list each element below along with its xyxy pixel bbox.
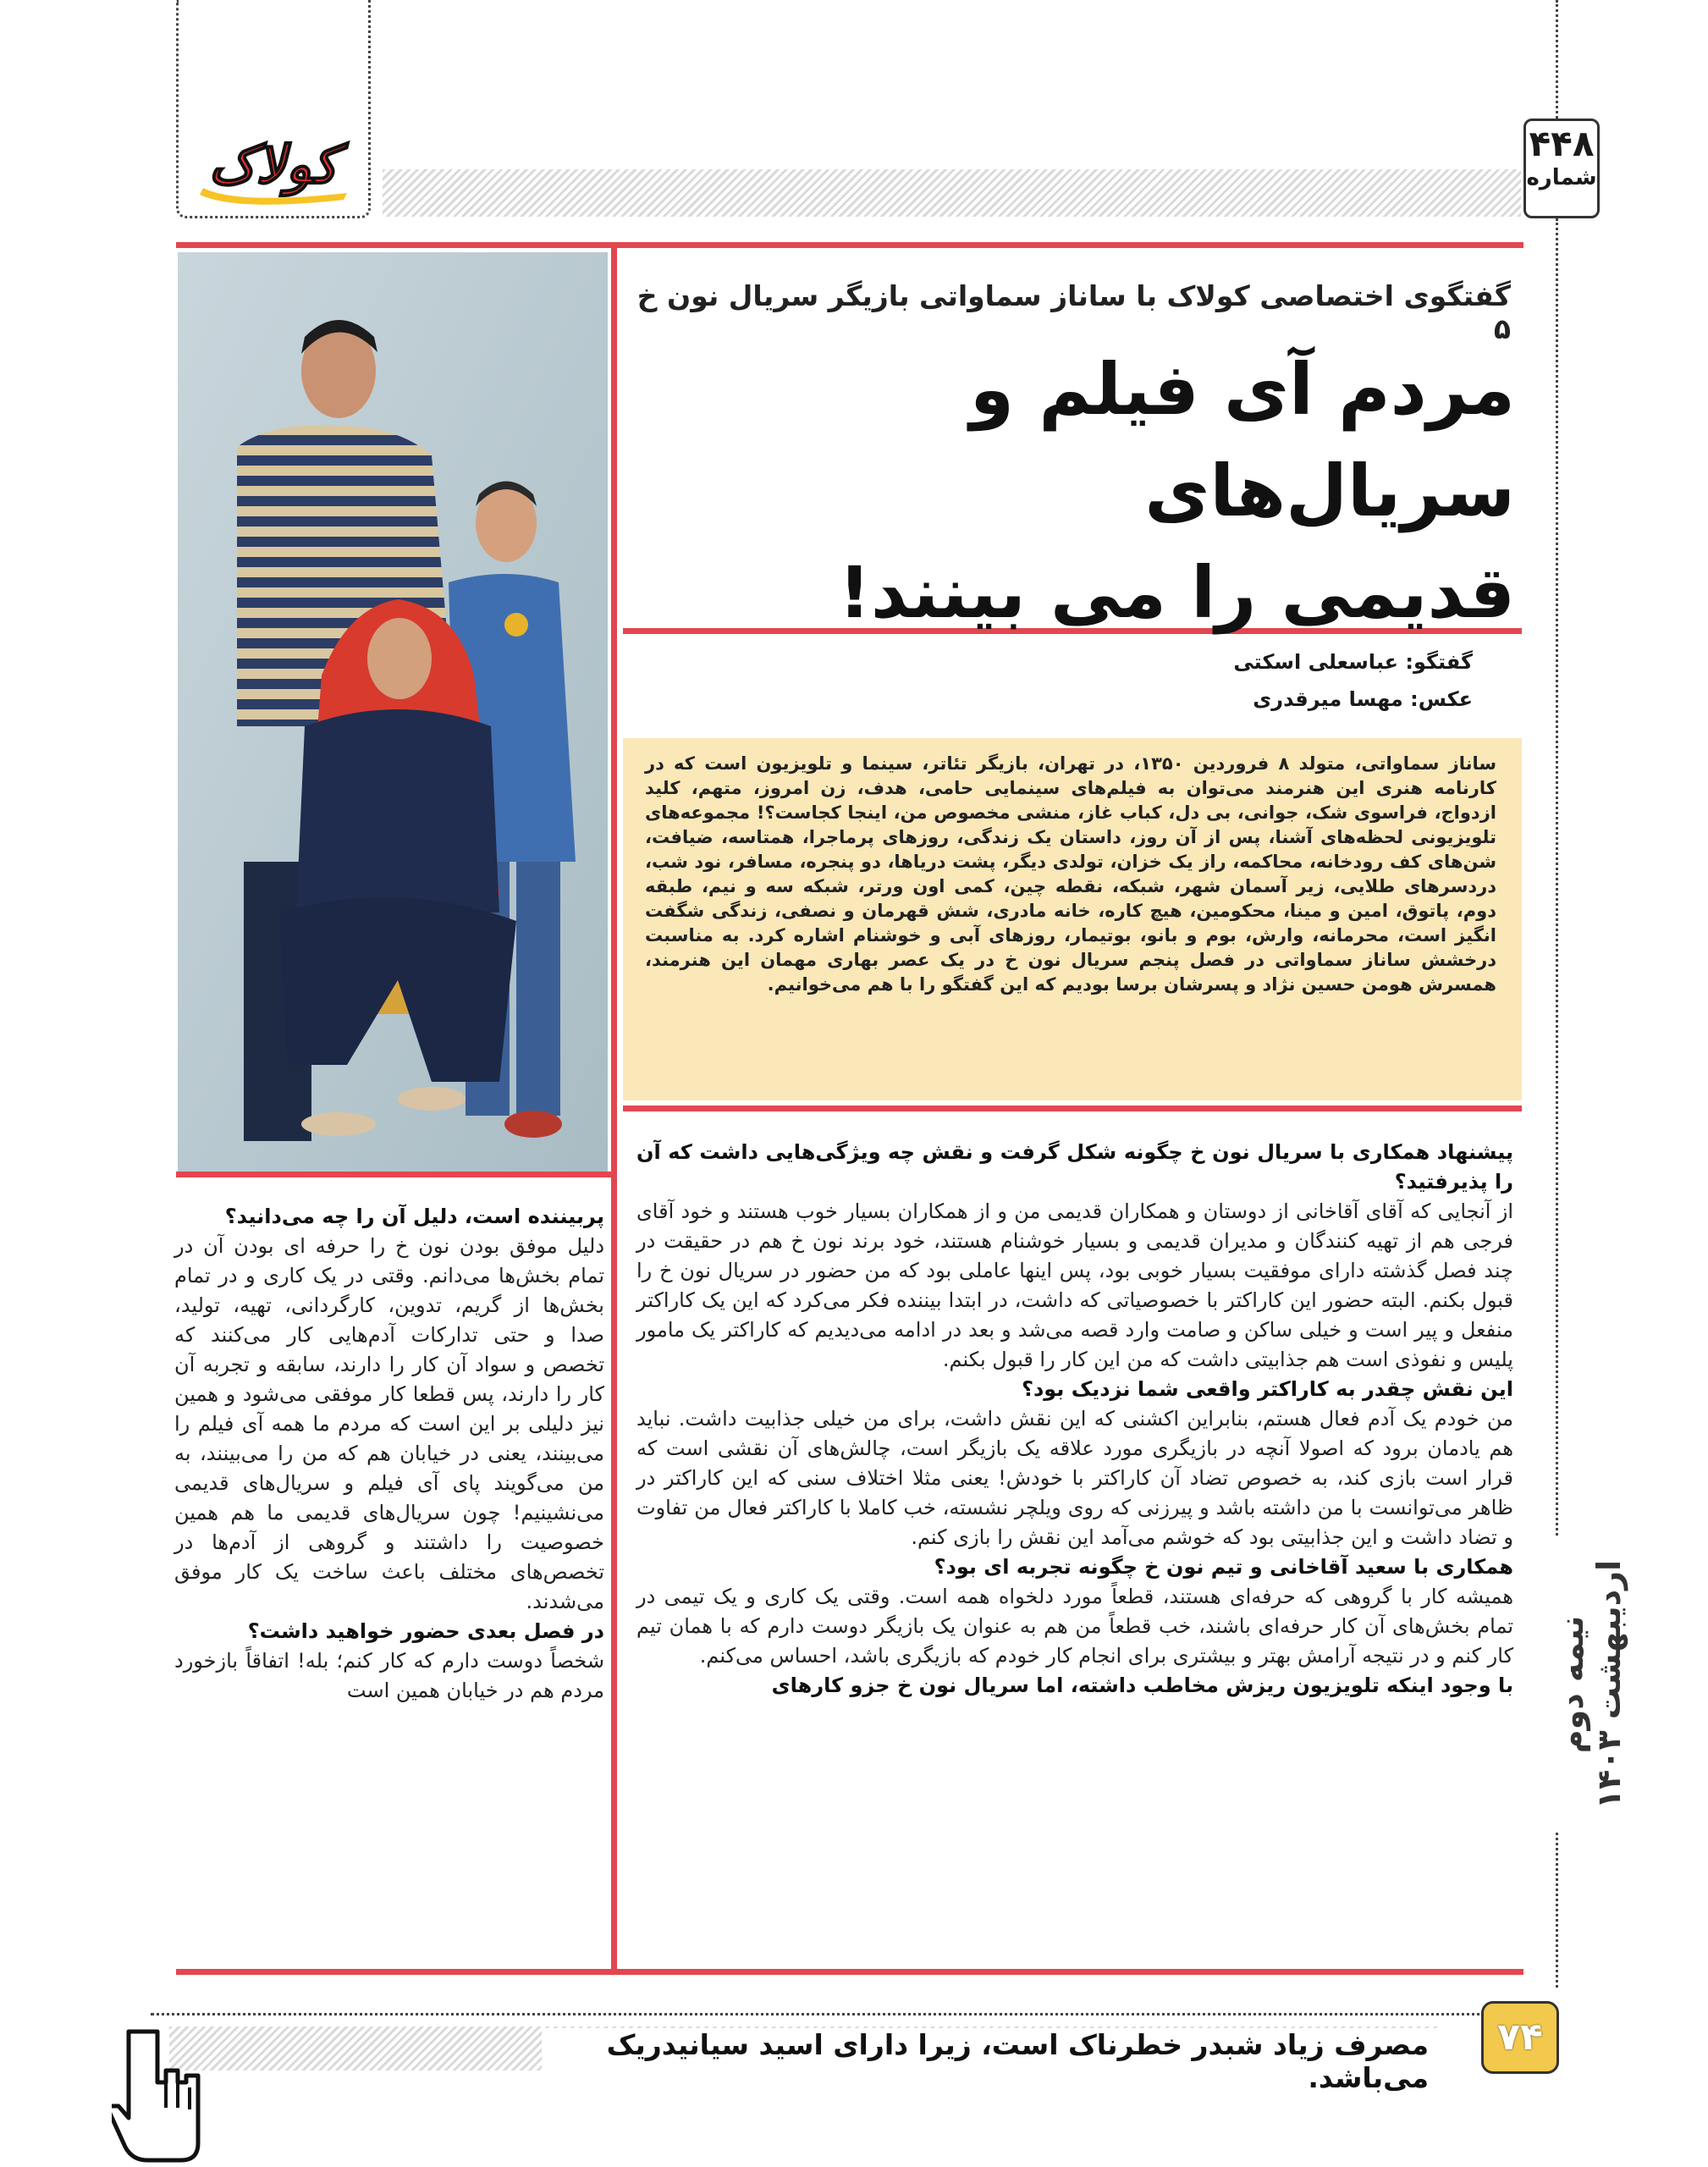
- right-column: [636, 1138, 1513, 1701]
- issue-badge: [1523, 119, 1600, 218]
- question: در فصل بعدی حضور خواهید داشت؟: [247, 1619, 604, 1643]
- photographer-credit: عکس: مهسا میرقدری: [1253, 687, 1473, 711]
- article-intro: ساناز سماواتی، متولد ۸ فروردین ۱۳۵۰، در تهران، بازیگر تئاتر، سینما و تلویزیون است که در کارنامه هنری این هنرمند می‌توان به فیلم‌های سینمایی حامی، هدف، زن امروز، متهم، کلید ازدواج، فراسوی شک، جوانی، بی دل، کباب غاز، منشی مخصوص من، اینجا کجاست؟! مجموعه‌های تلویزیونی لحظه‌های آشنا، پس از آن روز، داستان یک زندگی، روزهای پرماجرا، همتاسه، ضیافت، شن‌های کف رودخانه، محاکمه، راز یک خزان، تولدی دیگر، پشت دریاها، دو پنجره، مسافر، نود شب، دردسرهای طلایی، زیر آسمان شهر، شبکه، نقطه چین، کمی اون ورتر، شبکه سه و نیم، طبقه دوم، پاتوق، امین و مینا، محکومین، هیچ کاره، خانه مادری، شش قهرمان و نصفی، زندگی شگفت انگیز است، محرمانه، وارش، بوم و بانو، بوتیمار، روزهای آبی و خوشنام اشاره کرد. به مناسبت درخشش ساناز سماواتی در فصل پنجم سریال نون خ در یک عصر بهاری مهمان این هنرمند، همسرش هومن حسین نژاد و پسرشان برسا بودیم که این گفتگو را با هم می‌خوانیم.: [623, 738, 1522, 1100]
- question: این نقش چقدر به کاراکتر واقعی شما نزدیک بود؟: [1022, 1377, 1513, 1401]
- header-hatch-bar: [383, 169, 1521, 217]
- answer: همیشه کار با گروهی که حرفه‌ای هستند، قطعاً مورد دلخواه همه است. وقتی یک کاری و یک تیمی در تمام بخش‌های آن کار حرفه‌ای باشند، خب قطعاً من هم به عنوان یک بازیگر دوست دارم که با همان تیم کار کنم و در نتیجه آرامش بهتر و بیشتری برای انجام کار خودم که بازیگری باشد، احساس می‌کنم.: [636, 1585, 1513, 1668]
- issue-number: ۴۴۸: [1529, 123, 1595, 164]
- intro-bottom-line: [623, 1106, 1522, 1111]
- article-credits: [618, 643, 1473, 718]
- headline-line-2: قدیمی را می بینند!: [838, 551, 1515, 634]
- question: پربیننده است، دلیل آن را چه می‌دانید؟: [224, 1205, 604, 1228]
- photo-bottom-line: [176, 1172, 611, 1177]
- issue-label: شماره: [1526, 165, 1597, 190]
- interviewer-credit: گفتگو: عباسعلی اسکتی: [1233, 650, 1473, 674]
- hand-cursor-icon: [112, 2023, 205, 2167]
- headline-line-1: مردم آی فیلم و سریال‌های: [969, 348, 1515, 532]
- logo-text: کولاک: [208, 134, 339, 196]
- question: با وجود اینکه تلویزیون ریزش مخاطب داشته، اما سریال نون خ جزو کارهای: [771, 1673, 1513, 1697]
- header-divider: [1556, 0, 1558, 119]
- article-headline: [618, 339, 1515, 643]
- frame-bottom-line: [176, 1969, 1523, 1975]
- page-number: ۷۴: [1481, 2001, 1559, 2074]
- answer: از آنجایی که آقای آقاخانی از دوستان و همکاران قدیمی من و از همکاران بسیار خوب هستند و خود آقای فرجی هم از تهیه کنندگان و مدیران قدیمی و بسیار خوشنام هستند، خود برند نون خ هم در حقیقت در چند فصل گذشته دارای موفقیت بسیار خوبی بود، پس اینها عاملی بود که من حضور در سریال نون خ را قبول بکنم. البته حضور این کاراکتر با خصوصیاتی که داشت، در ابتدا بیننده فکر می‌کرد که این یک کاراکتر منفعل و پیر است و خیلی ساکن و صامت وارد قصه می‌شد و بعد در ادامه می‌دیدیم که کاراکتر یک مامور پلیس و نفوذی است هم جذابیتی داشت که من این کار را قبول بکنم.: [636, 1199, 1513, 1371]
- footer-divider: [151, 2013, 1547, 2015]
- issue-date: نیمه دوم اردیبهشت ۱۴۰۳: [1553, 1536, 1592, 1833]
- frame-top-line: [176, 242, 1523, 248]
- answer: من خودم یک آدم فعال هستم، بنابراین اکشنی که این نقش داشت، برای من خیلی جذابیت داشت. نباید هم یادمان برود که اصولا آنچه در بازیگری مورد علاقه یک بازیگر است، چالش‌های آن نقشی است که قرار است بازی کند، به خصوص تضاد آن کاراکتر با خودش! یعنی مثلا اختلاف سنی که این کاراکتر در ظاهر می‌توانست با من داشته باشد و پیرزنی که روی ویلچر نشسته، خب کاملا با کاراکتر فعال من تفاوت و تضاد داشت و این جذابیتی بود که خوشم می‌آمد این نقش را بازی کنم.: [636, 1407, 1513, 1549]
- article-kicker: گفتگوی اختصاصی کولاک با ساناز سماواتی بازیگر سریال نون خ ۵: [636, 279, 1511, 345]
- left-column: [174, 1202, 604, 1706]
- magazine-logo: [186, 127, 361, 205]
- answer: شخصاً دوست دارم که کار کنم؛ بله! اتفاقاً بازخورد مردم هم در خیابان همین است: [174, 1649, 604, 1702]
- question: همکاری با سعید آقاخانی و تیم نون خ چگونه تجربه ای بود؟: [934, 1555, 1513, 1579]
- footer-tip: مصرف زیاد شبدر خطرناک است، زیرا دارای اسید سیانیدریک می‌باشد.: [542, 2028, 1439, 2094]
- family-portrait-photo: [178, 252, 608, 1172]
- frame-photo-divider: [611, 242, 617, 1173]
- column-divider: [611, 1168, 617, 1971]
- answer: دلیل موفق بودن نون خ را حرفه ای بودن آن در تمام بخش‌ها می‌دانم. وقتی در یک کاری و در تمام بخش‌ها از گریم، تدوین، کارگردانی، تهیه، تولید، صدا و حتی تدارکات آدم‌هایی کار می‌کنند که تخصص و سواد آن کار را دارند، سابقه و تجربه آن کار را دارند، پس قطعا کار موفقی می‌شود و همین نیز دلیلی بر این است که مردم ما همه آی فیلم را می‌بینند، یعنی در خیابان هم که من را می‌بینند، به من می‌گویند پای آی فیلم و سریال‌های قدیمی می‌نشینیم! چون سریال‌های قدیمی ما هم همین خصوصیت را داشتند و گروهی از آدم‌ها در تخصص‌های مختلف باعث ساخت یک کار موفق می‌شدند.: [174, 1234, 604, 1613]
- question: پیشنهاد همکاری با سریال نون خ چگونه شکل گرفت و نقش چه ویژگی‌هایی داشت که آن را پذیرفتید؟: [636, 1140, 1513, 1194]
